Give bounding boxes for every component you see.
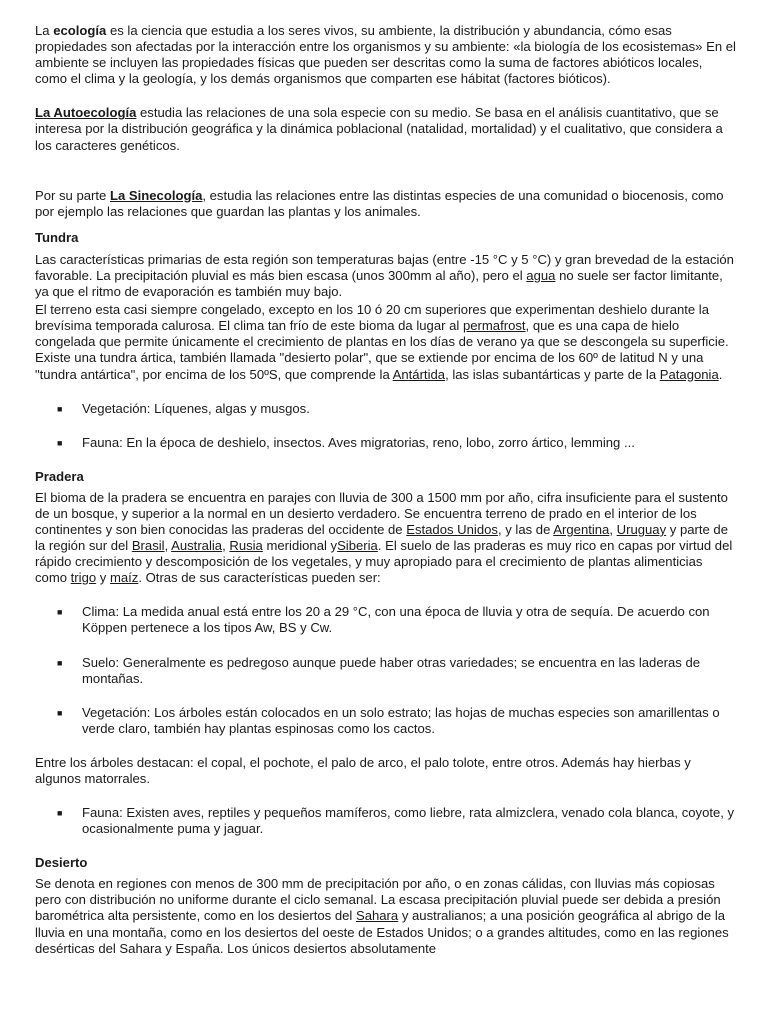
link-uruguay[interactable]: Uruguay <box>616 521 667 537</box>
list-item: ■ Suelo: Generalmente es pedregoso aunque puede haber otras variedades; se encuentra en las laderas de montañas. <box>57 654 701 686</box>
link-maiz[interactable]: maíz <box>109 570 139 586</box>
link-agua[interactable]: agua <box>526 267 556 283</box>
link-siberia[interactable]: Siberia <box>337 538 378 554</box>
link-autoecologia[interactable]: La Autoecología <box>35 105 137 121</box>
link-australia[interactable]: Australia <box>171 538 223 554</box>
link-patagonia[interactable]: Patagonia <box>659 366 719 382</box>
list-item: ■ Fauna: Existen aves, reptiles y pequeños mamíferos, como liebre, rata almizclera, venado cola blanca, coyote, y ocasionalmente puma y jaguar. <box>57 805 735 837</box>
bullet-icon: ■ <box>57 607 63 618</box>
sinecologia-paragraph: Por su parte La Sinecología, estudia las relaciones entre las distintas especies de una comunidad o biocenosis, como por ejemplo las relaciones que guardan las plantas y los animales. <box>35 187 724 219</box>
heading-desierto: Desierto <box>35 855 88 871</box>
intro-paragraph: La ecología es la ciencia que estudia a los seres vivos, su ambiente, la distribución y abundancia, cómo esas propiedades son afectadas por la interacción entre los organismos y su ambiente: «la biología de los ecosistemas» En el ambiente se incluyen las propiedades físicas que pueden ser descritas como la suma de factores abióticos locales, como el clima y la geología, y los demás organismos que comparten ese hábitat (factores bióticos). <box>35 23 736 87</box>
link-rusia[interactable]: Rusia <box>229 538 263 554</box>
pradera-fauna-list <box>35 805 737 837</box>
list-item: ■ Clima: La medida anual está entre los 20 a 29 °C, con una época de lluvia y otra de sequía. De acuerdo con Köppen pertenece a los tipos Aw, BS y Cw. <box>57 604 710 636</box>
link-sinecologia[interactable]: La Sinecología <box>109 187 203 203</box>
bullet-icon: ■ <box>57 437 63 448</box>
heading-tundra: Tundra <box>35 229 79 245</box>
link-permafrost[interactable]: permafrost <box>462 318 526 334</box>
autoecologia-paragraph: La Autoecología estudia las relaciones de una sola especie con su medio. Se basa en el análisis cuantitativo, que se interesa por la distribución geográfica y la dinámica poblacional (natalidad, mortalidad) y el cualitativo, que considera a los caracteres genéticos. <box>35 105 723 153</box>
bullet-icon: ■ <box>57 808 63 819</box>
bullet-icon: ■ <box>57 657 63 668</box>
link-estados-unidos[interactable]: Estados Unidos <box>406 521 498 537</box>
bullet-icon: ■ <box>57 707 63 718</box>
list-item: ■ Fauna: En la época de deshielo, insectos. Aves migratorias, reno, lobo, zorro ártico, lemming ... <box>57 434 635 450</box>
link-argentina[interactable]: Argentina <box>553 521 610 537</box>
pradera-paragraph-1: El bioma de la pradera se encuentra en parajes con lluvia de 300 a 1500 mm por año, cifra insuficiente para el sustento de un bosque, y superior a la normal en un desierto verdadero. Se encuentra terreno de prado en el interior de los continentes y son bien conocidas las praderas del occidente de Estados Unidos, y las de Argentina, Uruguay y parte de la región sur del Brasil, Australia, Rusia meridional ySiberia. El suelo de las praderas es muy rico en capas por virtud del rápido crecimiento y descomposición de los vegetales, y muy apropiado para el crecimiento de plantas alimenticias como trigo y maíz. Otras de sus características pueden ser: <box>35 489 733 586</box>
desierto-paragraph-1: Se denota en regiones con menos de 300 mm de precipitación por año, o en zonas cálidas, con lluvias más copiosas pero con distribución no uniforme durante el ciclo semanal. La escasa precipitación pluvial puede ser debida a presión barométrica alta persistente, como en los desiertos del Sahara y australianos; a una posición geográfica al abrigo de la lluvia en una montaña, como en los desiertos del oeste de Estados Unidos; o a grandes altitudes, como en las regiones desérticas del Sahara y España. Los únicos desiertos absolutamente <box>35 876 729 956</box>
pradera-list <box>35 604 737 737</box>
tundra-paragraph-1: Las características primarias de esta región son temperaturas bajas (entre -15 °C y 5 °C) y gran brevedad de la estación favorable. La precipitación pluvial es más bien escasa (unos 300mm al año), pero el agua no suele ser factor limitante, ya que el ritmo de evaporación es también muy bajo. <box>35 251 734 300</box>
list-item: ■ Vegetación: Los árboles están colocados en un solo estrato; las hojas de muchas especies son amarillentas o verde claro, también hay plantas espinosas como los cactos. <box>57 704 720 736</box>
tundra-paragraph-2: El terreno esta casi siempre congelado, excepto en los 10 ó 20 cm superiores que experimentan deshielo durante la brevísima temporada calurosa. El clima tan frío de este bioma da lugar al permafrost, que es una capa de hielo congelada que permite únicamente el crecimiento de plantas en los días de verano ya que se descongela su superficie. Existe una tundra ártica, también llamada "desierto polar", que se extiende por encima de los 60º de latitud N y una "tundra antártica", por encima de los 50ºS, que comprende la Antártida, las islas subantárticas y parte de la Patagonia. <box>35 302 729 382</box>
list-item: ■ Vegetación: Líquenes, algas y musgos. <box>57 400 310 416</box>
bullet-icon: ■ <box>57 403 63 414</box>
link-brasil[interactable]: Brasil <box>131 538 165 554</box>
tundra-list <box>35 401 737 451</box>
link-trigo[interactable]: trigo <box>70 570 97 586</box>
pradera-paragraph-2: Entre los árboles destacan: el copal, el pochote, el palo de arco, el palo tolote, entre otros. Además hay hierbas y algunos matorrales. <box>35 754 691 786</box>
term-ecologia: ecología <box>53 23 107 38</box>
heading-pradera: Pradera <box>35 468 84 484</box>
link-sahara[interactable]: Sahara <box>355 908 399 924</box>
document-content <box>35 23 737 957</box>
link-antartida[interactable]: Antártida <box>392 366 446 382</box>
